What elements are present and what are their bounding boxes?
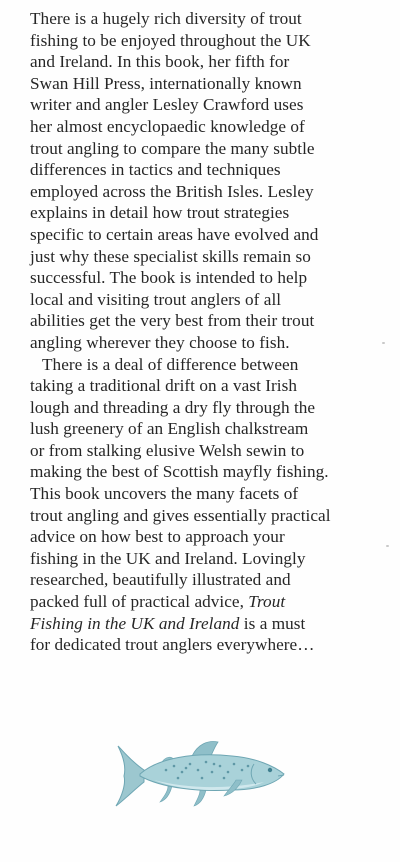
- fish-spot: [219, 765, 222, 768]
- text-line: This book uncovers the many facets of: [30, 484, 299, 504]
- text-line: taking a traditional drift on a vast Irish: [30, 376, 298, 396]
- text-line: making the best of Scottish mayfly fishing.: [30, 462, 329, 482]
- text-run: packed full of practical advice,: [30, 592, 249, 612]
- text-line: abilities get the very best from their trout: [30, 311, 315, 331]
- book-title-italic: Fishing in the UK and Ireland: [30, 613, 240, 633]
- fish-spot: [241, 769, 244, 772]
- text-line: for dedicated trout anglers everywhere…: [30, 635, 315, 655]
- fish-spot: [227, 771, 230, 774]
- text-line: [30, 591, 390, 613]
- fish-spot: [211, 771, 214, 774]
- text-line: advice on how best to approach your: [30, 527, 285, 547]
- paragraph-1: [30, 8, 390, 354]
- fish-spot: [185, 767, 188, 770]
- fish-spot: [247, 765, 250, 768]
- fish-spot: [201, 777, 204, 780]
- book-title-italic: Trout: [248, 592, 286, 612]
- text-line: her almost encyclopaedic knowledge of: [30, 116, 305, 136]
- text-line: researched, beautifully illustrated and: [30, 570, 291, 590]
- paragraph-2: [30, 354, 390, 656]
- fish-spot: [233, 763, 236, 766]
- fish-spot: [197, 769, 200, 772]
- fish-spot: [177, 777, 180, 780]
- trout-fish-illustration: [114, 728, 288, 820]
- text-line: fishing in the UK and Ireland. Lovingly: [30, 548, 306, 568]
- fish-spot: [189, 763, 192, 766]
- text-line: There is a deal of difference between: [42, 354, 299, 374]
- text-line: trout angling to compare the many subtle: [30, 138, 315, 158]
- text-line: angling wherever they choose to fish.: [30, 332, 290, 352]
- text-line: successful. The book is intended to help: [30, 268, 308, 288]
- text-line: just why these specialist skills remain so: [30, 246, 311, 266]
- fish-spot: [173, 765, 176, 768]
- text-line: differences in tactics and techniques: [30, 160, 281, 180]
- text-line: or from stalking elusive Welsh sewin to: [30, 440, 305, 460]
- text-line: There is a hugely rich diversity of trout: [30, 9, 302, 28]
- fish-spot: [213, 763, 216, 766]
- text-line: local and visiting trout anglers of all: [30, 289, 282, 309]
- text-line: lush greenery of an English chalkstream: [30, 419, 309, 439]
- text-line: writer and angler Lesley Crawford uses: [30, 95, 304, 115]
- fish-spot: [223, 777, 226, 780]
- text-line: employed across the British Isles. Lesley: [30, 181, 314, 201]
- fish-spot: [205, 761, 208, 764]
- text-line: explains in detail how trout strategies: [30, 203, 290, 223]
- text-line: trout angling and gives essentially practical: [30, 505, 331, 525]
- text-line: specific to certain areas have evolved and: [30, 224, 319, 244]
- trout-fish-icon: [114, 728, 288, 820]
- fish-pelvic-fin: [194, 790, 206, 806]
- fish-eye: [268, 768, 272, 772]
- blurb-text: [30, 8, 390, 656]
- text-line: fishing to be enjoyed throughout the UK: [30, 30, 311, 50]
- text-line: lough and threading a dry fly through the: [30, 397, 316, 417]
- fish-anal-fin: [160, 786, 172, 802]
- text-run: is a must: [239, 613, 306, 633]
- scan-speck: [386, 545, 389, 547]
- text-line: [30, 613, 390, 635]
- text-line: and Ireland. In this book, her fifth for: [30, 52, 290, 72]
- fish-spot: [181, 771, 184, 774]
- text-line: Swan Hill Press, internationally known: [30, 73, 302, 93]
- scan-speck: [382, 342, 385, 344]
- fish-spot: [165, 769, 168, 772]
